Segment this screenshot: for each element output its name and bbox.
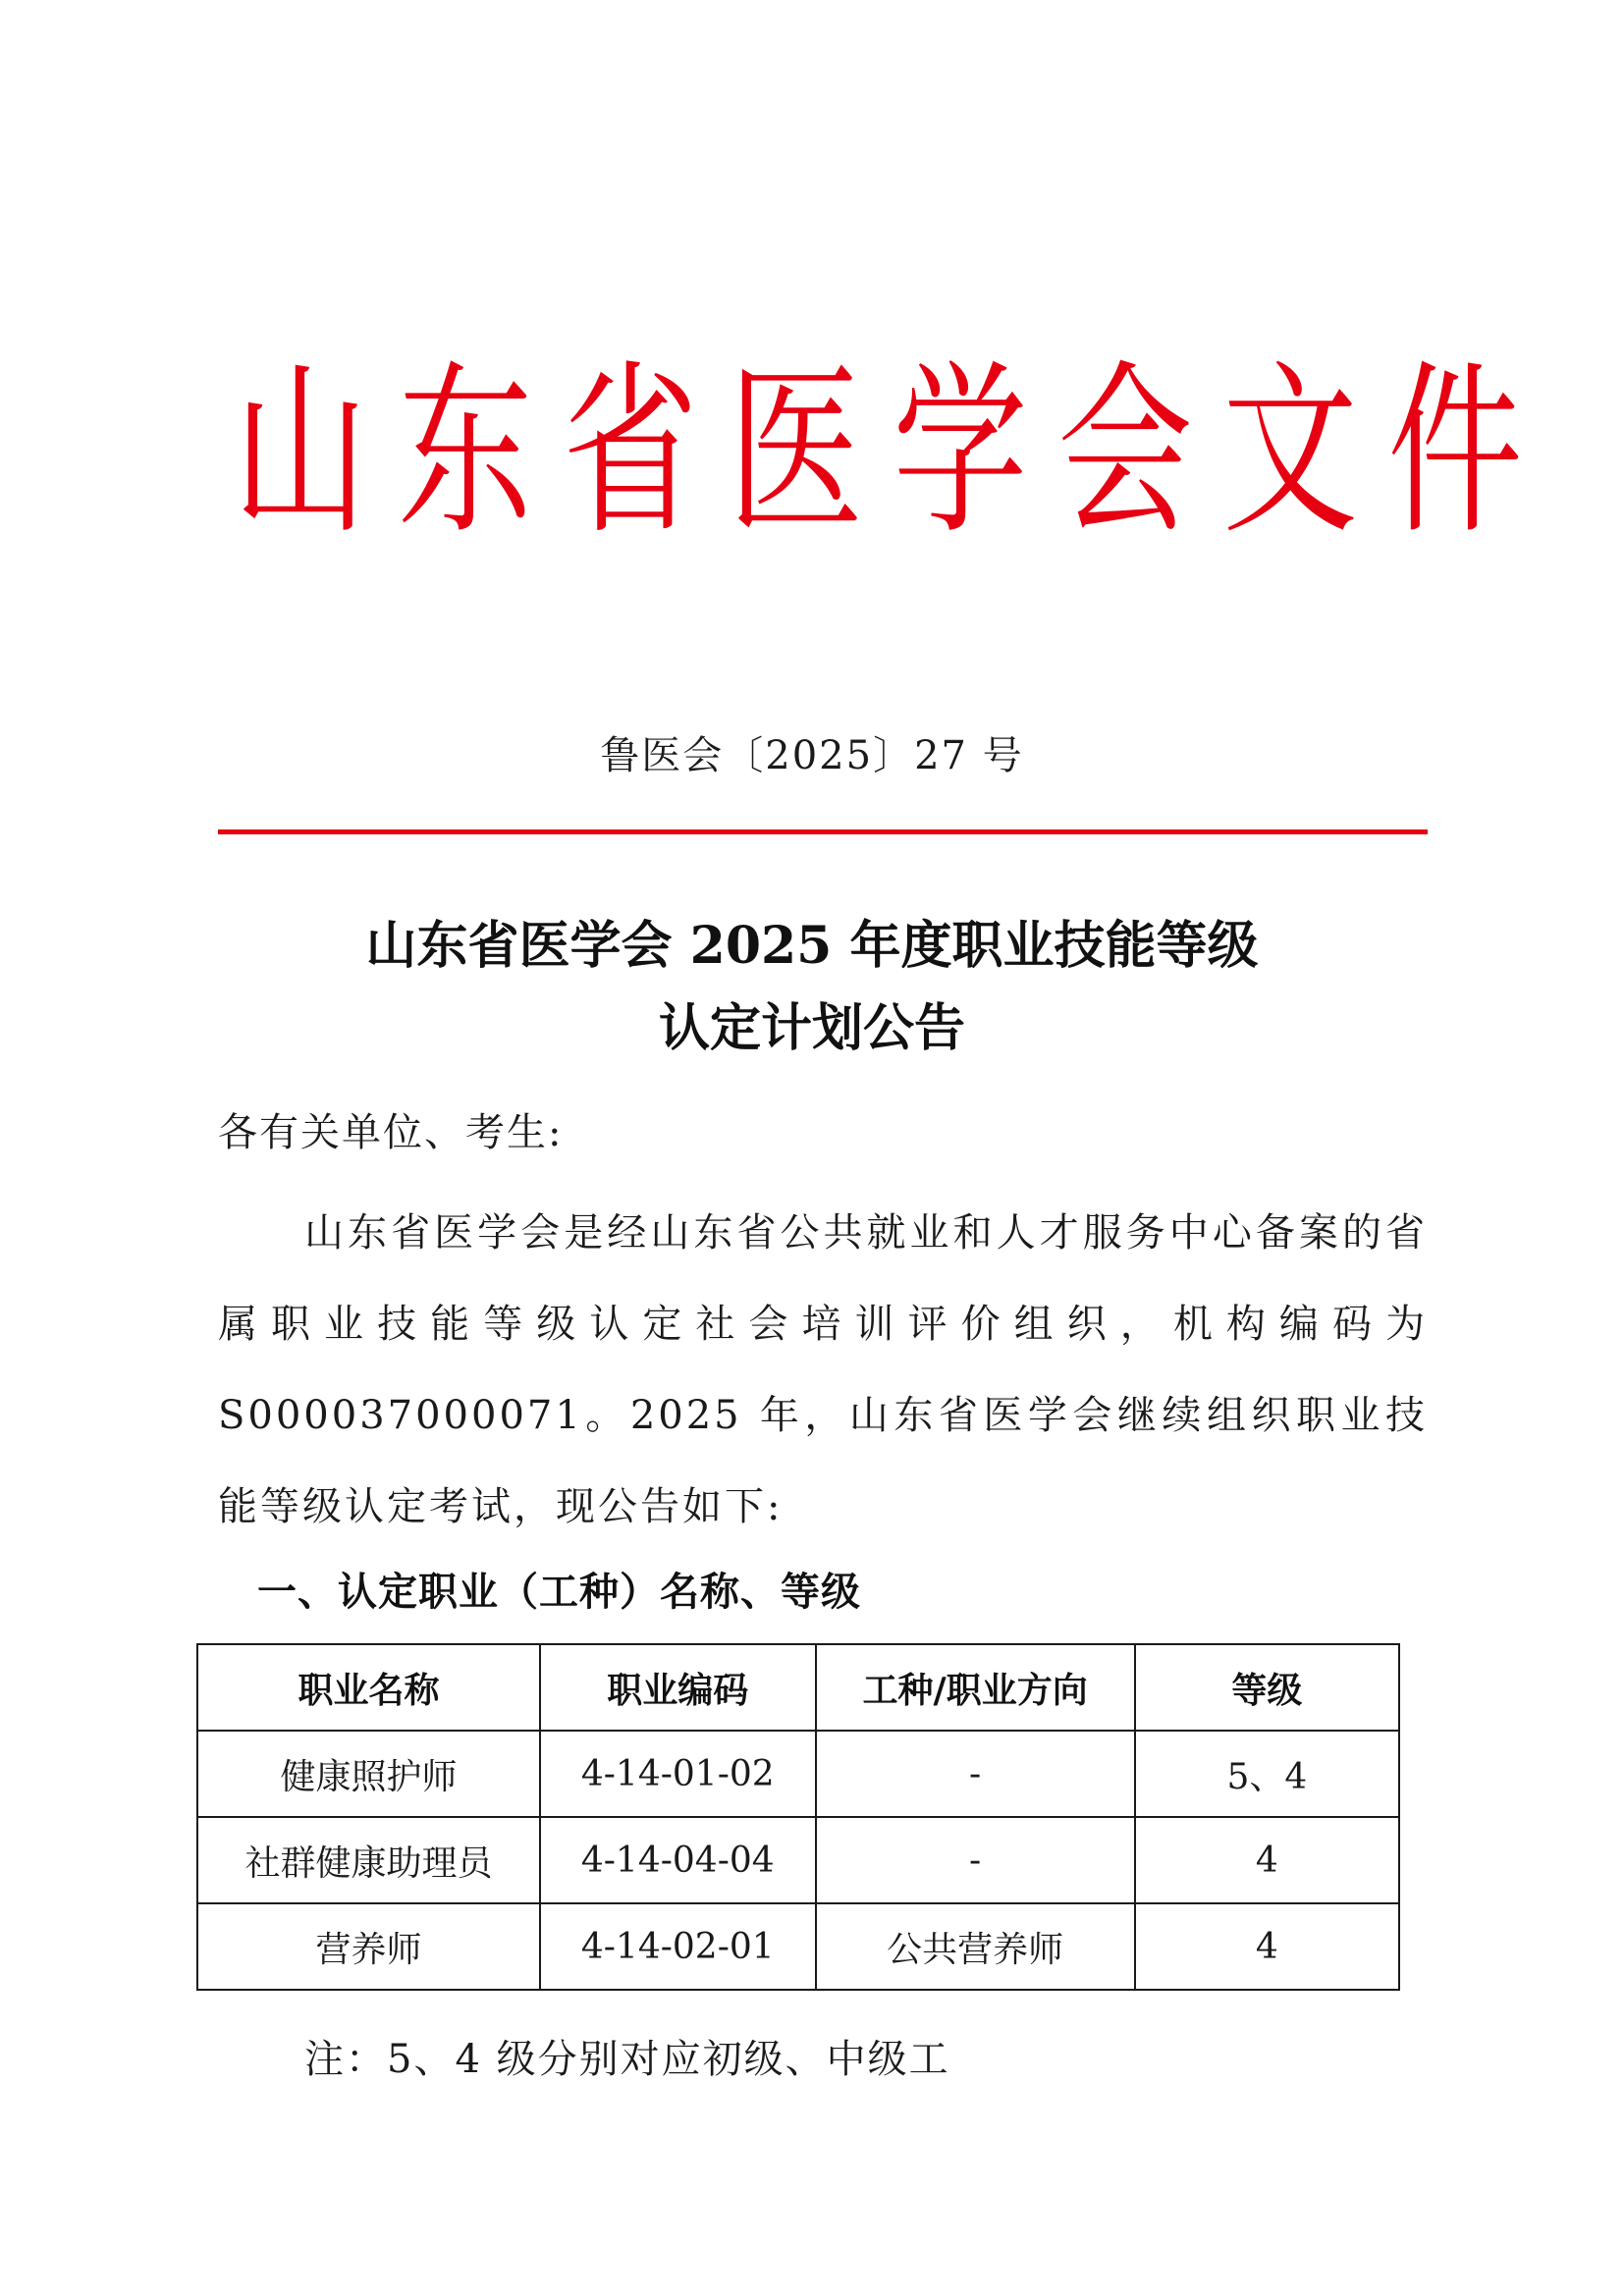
table-header-cell: 职业名称	[197, 1644, 540, 1731]
table-cell: 健康照护师	[197, 1731, 540, 1817]
table-header-row	[197, 1644, 1399, 1731]
red-divider-line	[218, 829, 1428, 834]
table-row	[197, 1903, 1399, 1990]
title-line-2: 认定计划公告	[658, 998, 965, 1058]
masthead	[218, 344, 1523, 560]
table-cell: 4	[1135, 1817, 1399, 1903]
table-header-cell: 职业编码	[540, 1644, 815, 1731]
table-cell: -	[816, 1817, 1135, 1903]
table-cell: 5、4	[1135, 1731, 1399, 1817]
table-cell: 营养师	[197, 1903, 540, 1990]
masthead-char: 山	[233, 344, 368, 560]
table-header-cell: 等级	[1135, 1644, 1399, 1731]
occupation-table	[196, 1643, 1400, 1991]
table-cell: 4-14-01-02	[540, 1731, 815, 1817]
table-cell: 4-14-02-01	[540, 1903, 815, 1990]
table-cell: 公共营养师	[816, 1903, 1135, 1990]
document-number: 鲁医会〔2025〕27 号	[600, 733, 1024, 778]
masthead-char: 医	[728, 344, 863, 560]
table-cell: 4	[1135, 1903, 1399, 1990]
table-cell: -	[816, 1731, 1135, 1817]
title-line-1: 山东省医学会 2025 年度职业技能等级	[365, 916, 1259, 976]
masthead-char: 文	[1222, 344, 1358, 560]
page-title	[0, 905, 1624, 1070]
table-row	[197, 1817, 1399, 1903]
masthead-char: 学	[893, 344, 1028, 560]
table-cell: 社群健康助理员	[197, 1817, 540, 1903]
table-cell: 4-14-04-04	[540, 1817, 815, 1903]
salutation: 各有关单位、考生:	[218, 1110, 564, 1155]
masthead-char: 省	[563, 344, 698, 560]
table-header-cell: 工种/职业方向	[816, 1644, 1135, 1731]
masthead-char: 东	[398, 344, 533, 560]
table-row	[197, 1731, 1399, 1817]
body-paragraph: 山东省医学会是经山东省公共就业和人才服务中心备案的省属职业技能等级认定社会培训评价组织，机构编码为S000037000071。2025 年，山东省医学会继续组织职业技能等级认定考试，现公告如下:	[218, 1210, 1428, 1529]
table-note: 注：5、4 级分别对应初级、中级工	[304, 2037, 950, 2082]
section-heading: 一、认定职业（工种）名称、等级	[257, 1570, 861, 1615]
masthead-char: 件	[1387, 344, 1523, 560]
masthead-char: 会	[1057, 344, 1193, 560]
